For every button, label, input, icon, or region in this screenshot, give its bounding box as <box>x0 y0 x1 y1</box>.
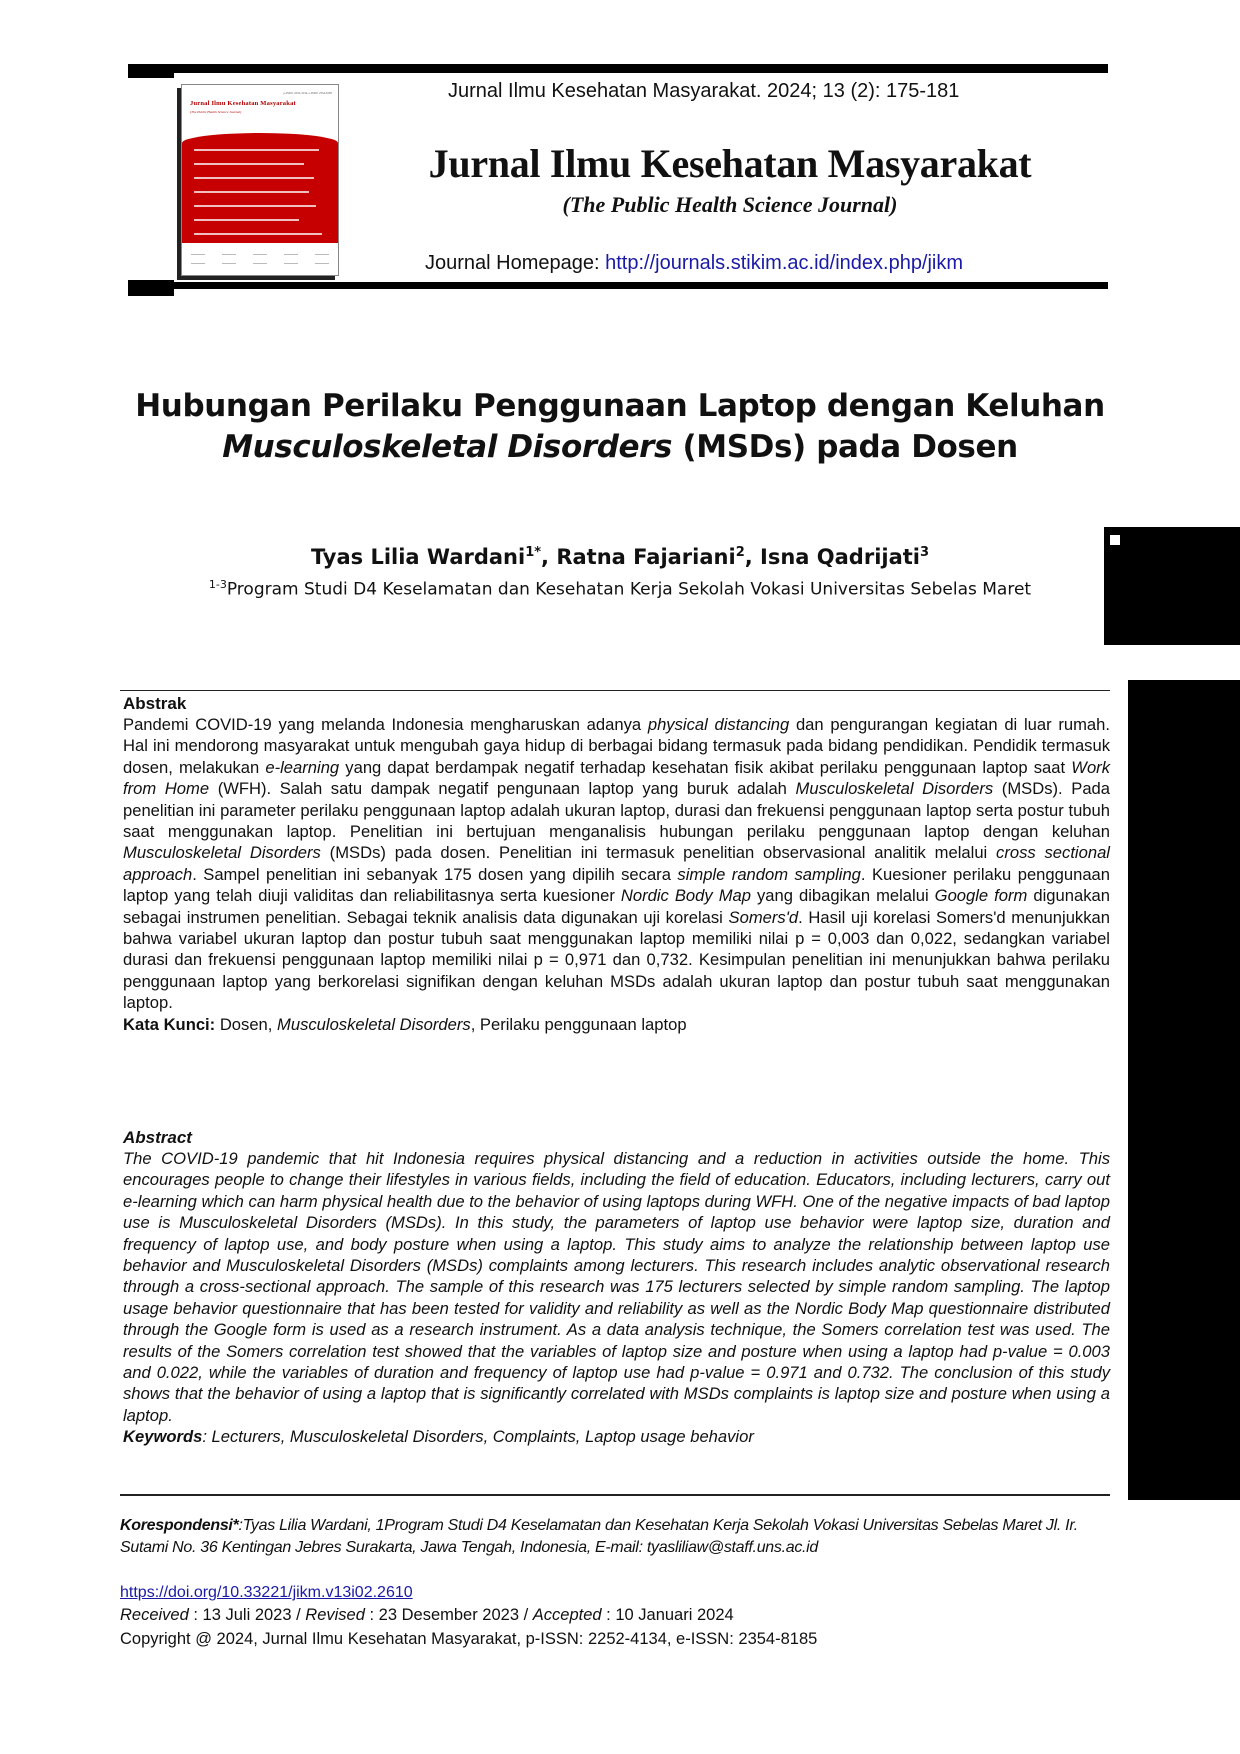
article-title-line1: Hubungan Perilaku Penggunaan Laptop dengan Keluhan <box>135 388 1105 424</box>
journal-citation: Jurnal Ilmu Kesehatan Masyarakat. 2024; 13 (2): 175-181 <box>448 80 960 102</box>
abstrak-keywords: Kata Kunci: Dosen, Musculoskeletal Disorders, Perilaku penggunaan laptop <box>123 1014 687 1034</box>
correspondence-label: Korespondensi* <box>120 1517 239 1534</box>
page-edge-sidebar-block <box>1128 680 1240 1500</box>
abstrak-body: Pandemi COVID-19 yang melanda Indonesia mengharuskan adanya physical distancing dan pengurangan kegiatan di luar rumah. Hal ini mendorong masyarakat untuk mengubah gaya hidup di berbagai bidang termasuk pada bidang pendidikan. Pendidik termasuk dosen, melakukan e-learning yang dapat berdampak negatif terhadap kesehatan fisik akibat perilaku penggunaan laptop saat Work from Home (WFH). Salah satu dampak negatif pengunaan laptop yang buruk adalah Musculoskeletal Disorders (MSDs). Pada penelitian ini parameter perilaku penggunaan laptop adalah ukuran laptop, durasi dan frekuensi penggunaan laptop serta postur tubuh saat menggunakan laptop. Penelitian ini bertujuan menganalisis hubungan perilaku penggunaan laptop dengan keluhan Musculoskeletal Disorders (MSDs) pada dosen. Penelitian ini termasuk penelitian observasional analitik melalui cross sectional approach. Sampel penelitian ini sebanyak 175 dosen yang dipilih secara simple random sampling. Kuesioner perilaku penggunaan laptop yang telah diuji validitas dan reliabilitasnya serta kuesioner Nordic Body Map yang dibagikan melalui Google form digunakan sebagai instrumen penelitian. Sebagai teknik analisis data digunakan uji korelasi Somers'd. Hasil uji korelasi Somers'd menunjukkan bahwa variabel ukuran laptop dan postur tubuh saat menggunakan laptop memiliki nilai p = 0,003 dan 0,022, sedangkan variabel durasi dan frekuensi penggunaan laptop memiliki nilai p = 0,971 dan 0,732. Kesimpulan penelitian ini menunjukkan bahwa perilaku penggunaan laptop yang berkorelasi signifikan dengan keluhan MSDs adalah ukuran laptop dan postur tubuh saat menggunakan laptop. Kata Kunci: Dosen, Musculoskeletal Disorders, Perilaku penggunaan laptop <box>123 715 1111 1034</box>
homepage-link[interactable]: http://journals.stikim.ac.id/index.php/jikm <box>605 252 964 274</box>
author-list: Tyas Lilia Wardani$^{1*}$, Ratna Fajariani$^2$, Isna Qadrijati$^3$ <box>310 545 930 569</box>
cover-footer <box>182 243 338 275</box>
header-bottom-rule <box>172 282 1108 289</box>
article-title-line2: Musculoskeletal Disorders (MSDs) pada Dosen <box>222 429 1018 465</box>
correspondence-note: Korespondensi*:Tyas Lilia Wardani, 1Program Studi D4 Keselamatan dan Kesehatan Kerja Sekolah Vokasi Universitas Sebelas Maret Jl. Ir. Sutami No. 36 Kentingan Jebres Surakarta, Jawa Tengah, Indonesia, E-mail: tyasliliaw@staff.uns.ac.id <box>120 1517 1078 1556</box>
doi-link[interactable]: https://doi.org/10.33221/jikm.v13i02.2610 <box>120 1584 413 1601</box>
copyright-notice: Copyright @ 2024, Jurnal Ilmu Kesehatan Masyarakat, p-ISSN: 2252-4134, e-ISSN: 2354-8185 <box>120 1630 818 1648</box>
abstract-heading: Abstract <box>123 1128 192 1147</box>
author-name: Tyas Lilia Wardani <box>310 545 526 569</box>
abstrak-heading: Abstrak <box>123 694 187 713</box>
cover-subtitle: (The Public Health Science Journal) <box>190 110 242 114</box>
article-title <box>100 386 1140 468</box>
header-bottom-rule-tab <box>128 280 174 296</box>
homepage-label: Journal Homepage: <box>425 252 606 274</box>
header-top-rule-tab <box>128 64 174 78</box>
cover-title: Jurnal Ilmu Kesehatan Masyarakat <box>190 100 296 107</box>
abstract-top-divider <box>120 690 1110 691</box>
abstract-keywords-label: Keywords <box>123 1427 203 1447</box>
cover-issn: p-ISSN: 2252-4134, e-ISSN: 2354-8185 <box>283 91 332 95</box>
author-affiliation: $^{1-3}$Program Studi D4 Keselamatan dan Kesehatan Kerja Sekolah Vokasi Universitas Sebelas Maret <box>208 578 1032 600</box>
header-top-rule <box>128 64 1108 73</box>
page-edge-marker <box>1104 527 1240 645</box>
article-dates: Received : 13 Juli 2023 / Revised : 23 Desember 2023 / Accepted : 10 Januari 2024 <box>120 1606 734 1624</box>
author-name: Ratna Fajariani <box>556 545 736 569</box>
cover-header <box>182 85 338 133</box>
cover-red-panel <box>182 133 338 243</box>
abstract-bottom-divider <box>120 1494 1110 1496</box>
journal-homepage <box>425 252 963 275</box>
journal-subtitle: (The Public Health Science Journal) <box>562 192 898 217</box>
article-title-italic: Musculoskeletal Disorders <box>222 429 673 465</box>
author-name: Isna Qadrijati <box>760 545 920 569</box>
abstract-keywords: Keywords: Lecturers, Musculoskeletal Disorders, Complaints, Laptop usage behavior <box>123 1427 754 1447</box>
journal-title: Jurnal Ilmu Kesehatan Masyarakat <box>428 141 1032 186</box>
page-edge-marker-notch <box>1110 535 1120 545</box>
abstrak-keywords-label: Kata Kunci: <box>123 1014 216 1034</box>
abstract-body: The COVID-19 pandemic that hit Indonesia requires physical distancing and a reduction in activities outside the home. This encourages people to change their lifestyles in various fields, including the field of education. Educators, including lecturers, carry out e-learning which can harm physical health due to the behavior of using laptops during WFH. One of the negative impacts of bad laptop use is Musculoskeletal Disorders (MSDs). In this study, the parameters of laptop use behavior were laptop size, duration and frequency of laptop use, and body posture when using a laptop. This study aims to analyze the relationship between laptop use behavior and Musculoskeletal Disorders (MSDs) complaints among lecturers. This research includes analytic observational research through a cross-sectional approach. The sample of this research was 175 lecturers selected by simple random sampling. The laptop usage behavior questionnaire that has been tested for validity and reliability as well as the Nordic Body Map questionnaire distributed through the Google form is used as a research instrument. As a data analysis technique, the Somers correlation test was used. The results of the Somers correlation test showed that the variables of laptop size and posture when using a laptop had p-value = 0.003 and 0.022, while the variables of duration and frequency of laptop use had p-value = 0.971 and 0.732. The conclusion of this study shows that the behavior of using a laptop that is significantly correlated with MSDs complaints is laptop size and posture when using a laptop. Keywords: Lecturers, Musculoskeletal Disorders, Complaints, Laptop usage behavior <box>123 1149 1110 1447</box>
journal-cover-image <box>181 84 339 276</box>
